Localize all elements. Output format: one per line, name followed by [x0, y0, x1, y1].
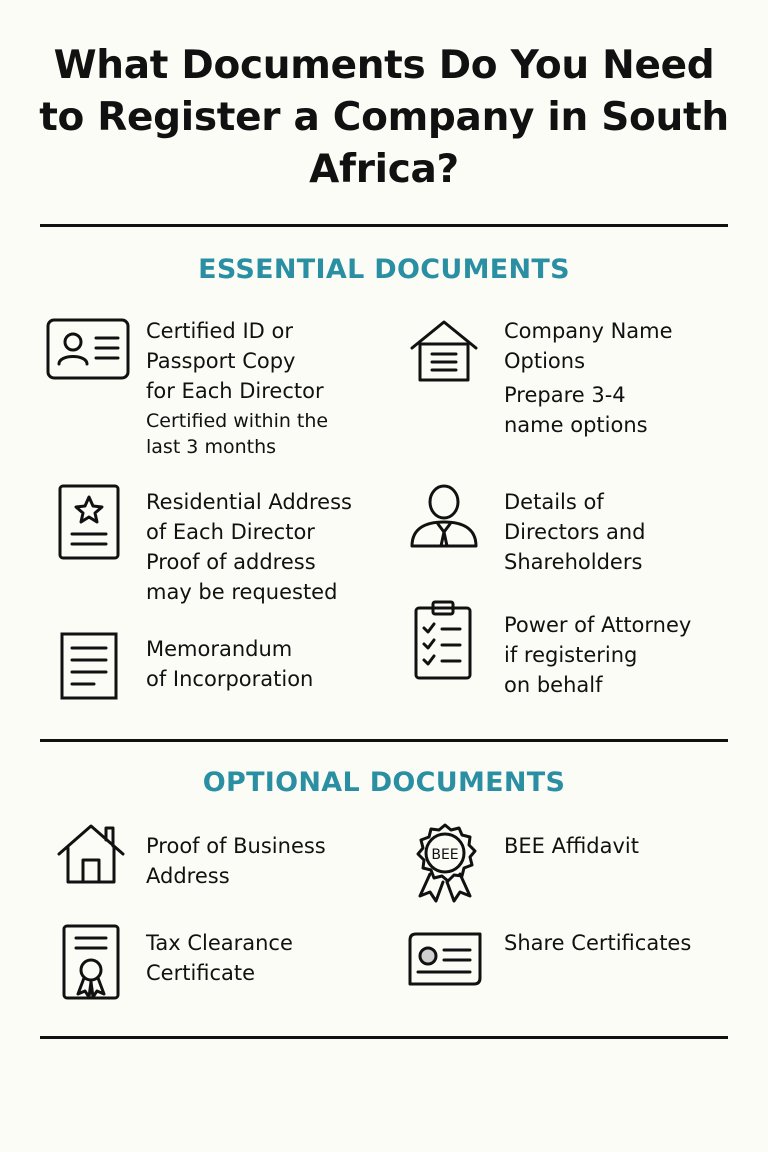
id-copy-note: for Each Director — [146, 379, 324, 403]
id-copy-small-note: Certified within the last 3 months — [146, 410, 329, 458]
company-name-text — [504, 316, 744, 440]
id-card-icon — [46, 318, 130, 380]
essential-heading: ESSENTIAL DOCUMENTS — [198, 254, 570, 285]
power-of-attorney-text — [504, 610, 734, 700]
divider-bottom — [40, 1036, 728, 1039]
id-copy-label: Certified ID or Passport Copy — [146, 319, 296, 373]
title-line-3: Africa? — [309, 147, 459, 192]
building-icon — [408, 318, 480, 384]
person-icon — [408, 484, 480, 548]
page-title — [20, 40, 748, 196]
divider-middle — [40, 739, 728, 742]
directors-details-label: Details of Directors and Shareholders — [504, 490, 646, 574]
business-address-label: Proof of Business Address — [146, 834, 326, 888]
divider-top — [40, 224, 728, 227]
optional-heading: OPTIONAL DOCUMENTS — [202, 767, 566, 798]
bee-affidavit-label: BEE Affidavit — [504, 834, 639, 858]
residential-address-text — [146, 487, 386, 607]
directors-details-text — [504, 487, 744, 577]
bee-badge-text: BEE — [431, 847, 459, 863]
power-of-attorney-note: if registering on behalf — [504, 643, 638, 697]
share-certificate-icon — [406, 930, 484, 988]
clipboard-checklist-icon — [412, 600, 474, 680]
title-line-1: What Documents Do You Need — [53, 43, 715, 88]
bee-affidavit-text — [504, 831, 744, 861]
residential-address-note: Proof of address may be requested — [146, 550, 338, 604]
title-line-2: to Register a Company in South — [39, 95, 729, 140]
company-name-note: Prepare 3-4 name options — [504, 383, 648, 437]
company-name-label: Company Name Options — [504, 319, 673, 373]
memorandum-text — [146, 634, 386, 694]
residential-address-label: Residential Address of Each Director — [146, 490, 352, 544]
tax-clearance-label: Tax Clearance Certificate — [146, 931, 293, 985]
memorandum-label: Memorandum of Incorporation — [146, 637, 314, 691]
id-copy-text — [146, 316, 386, 460]
house-icon — [56, 822, 126, 886]
business-address-text — [146, 831, 386, 891]
power-of-attorney-label: Power of Attorney — [504, 613, 692, 637]
bee-badge-icon — [410, 822, 480, 904]
award-document-icon — [62, 924, 120, 1000]
document-icon — [60, 632, 118, 700]
share-certificates-label: Share Certificates — [504, 931, 692, 955]
share-certificates-text — [504, 928, 734, 958]
certificate-star-icon — [58, 484, 120, 560]
tax-clearance-text — [146, 928, 386, 988]
